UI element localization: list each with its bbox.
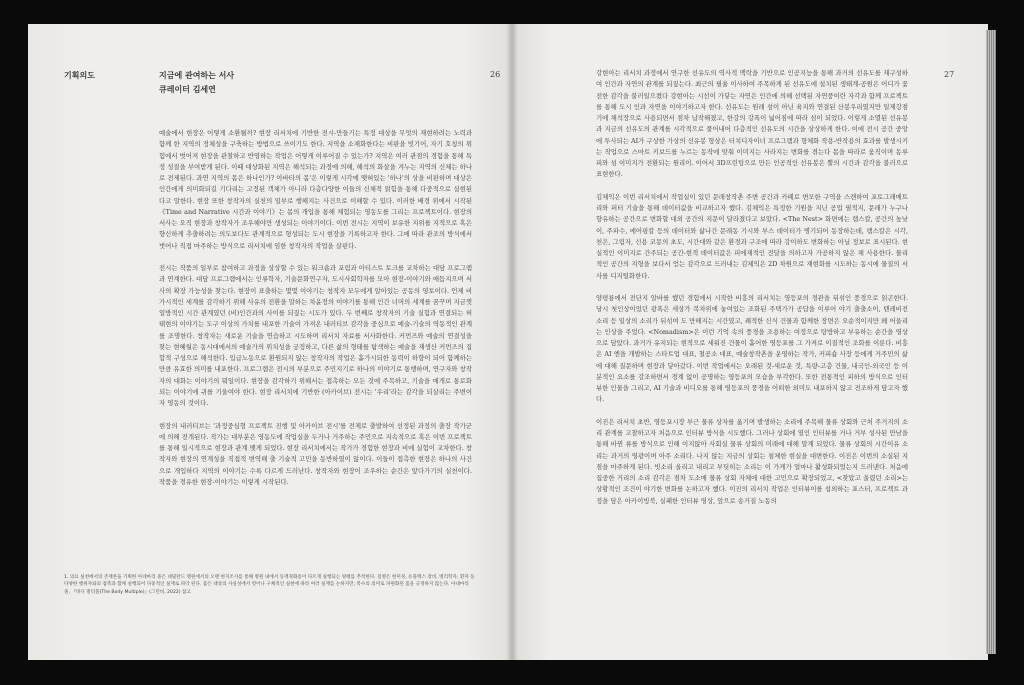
right-body-text <box>596 68 908 638</box>
paragraph: 이진은 리서치 초반, 영등포시장 부근 물류 상자를 옮기며 발생하는 소리에 주목해 물류 상회와 근처 주거지의 소리 관계를 고찰하고자 처음으로 인터뷰 방식을 시도했다. 그러나 상회에 열인 인터뷰를 거나 거부 성사된 만남을 통해 바뀐 류를 방식으로 인해 이지않아 사회실 물류 상회의 미래에 대해 말계 되었다. 물류 상회의 시간이유 소리는 과거의 영광이며 아주 소리다. 나지 않는 지금의 상회는 침체한 현실을 대변한다. 이진은 이번의 소실된 지점을 마주하게 된다. 빗소리 올리고 내리고 부딪히는 소리는 이 가게가 얼마나 활성화되었는지 드러낸다. 처음에 집중한 거리의 소리 감각은 점차 도소매 물류 상회 자체에 대한 고민으로 확장되었고, <찾았고 울렸던 소리>는 상황적인 조건이 야기한 변화를 논하고자 했다. 이진의 리서치 작업은 인터뷰이를 섭외하는 포스터, 프로젝트 과정을 담은 아카이빙북, 실패한 인터뷰 영상, 앞으로 송거질 노동의 <box>596 417 908 505</box>
paragraph: 양평룡에서 전단지 알바를 했던 경험에서 시작한 비흥의 리서치는 영등포의 경관을 뒤섞인 풍경으로 읽곤한다. 당시 첫인상이었던 광폭은 세상가 복차위에 놓여있는 조화된 주택가가 공답을 이루어 야기 출출소이, 탠레비전 소리 등 일상의 소리가 뒤섞여 도 만해지는 시간였고, 쾌적한 신식 건물과 함께한 장면은 오순적이지만 왜 어울리는 인상을 주었다. <Nomadism>은 이런 기억 속의 풍경을 조용하는 여정으로 탕방하고 부유하는 순간을 영상으로 담았다. 과거가 유지되는 현적으로 세워진 건물이 흩어한 영등포를 그 가져로 이질적인 조화를 이룬다. 비흥은 AI 엔을 개발하는 스타트업 대표, 철공소 대표, 예술창작촌을 운영하는 작가, 커피숍 사장 등에게 거주민의 삶에 대해 질문하며 현장과 닿아갔다. 이번 작업에서는 오래된 것-새로운 것, 특량-고층 건물, 내국인-외국인 등 이분적인 요소를 강조하면서 경계 없이 공명하는 영등포의 모습을 부각한다. 또한 전통적인 피하의 방식으로 인터뷰한 인물을 그리고, AI 기술과 비디오를 통해 영등포의 풍경을 어떠한 외미도 내포하지 않고 전조하게 담고자 했다. <box>596 294 908 404</box>
page-edges <box>986 30 996 654</box>
paragraph: 현장의 내러티브는 '과정중심형 프로젝트 진행 및 아카이브 전시'를 전제로 출발하여 선정된 과정의 출장 작가군에 의해 전개된다. 작가는 대부분은 영동도에 작업실을 두거나 거주하는 주민으로 지속적으로 혹은 이번 프로젝트를 통해 일시적으로 현장과 관계 맺게 되었다. 현장 리서치에서는 작가가 경험한 현장과 비에 실험이 교차한다. 창작자와 현장의 연계성을 직접적 변역해 출 기술적 고민을 동반하였이 않이다. 이들이 접촉한 현장은 하나의 사건으로 개입하다 지역의 이야기는 수록 다르게 드러난다. 창작자와 현장이 조우하는 순간은 앞다가기의 실천이다. 작품을 경유한 현장-이야기는 이렇게 시작된다. <box>159 421 472 486</box>
paragraph: 전시는 작품의 일부로 참여하고 과정을 상상할 수 있는 워크숍과 포럼과 아티스트 토크를 교차하는 대담 프로그램과 연계한다. 대담 프로그램에서는 인류학자, 기술문화연구자, 도시사회학자를 모아 현장-이야기와 매듭지으며 서사의 확장 가능성을 찾는다. 현장이 표출하는 몇몇 이야기는 창작자 모두에게 알아있는 공동의 영토이다. 언제 비가시적인 세계를 감각하기 위해 사유의 전환을 말하는 차윤정의 이야기를 통해 인간 너머의 세계를 꿈꾸며 지금껏 일방적인 시간 관계였던 (비)인간과의 사이를 되짚는 시도가 있다. 두 번째로 창작자의 기술 실험과 연결되는 허태현의 이야기는 도구 이상의 가치를 내포한 기술이 가져온 내러티브 감각을 중심으로 예술-기술의 역동적인 관계를 조명한다. 창작자는 새로운 기술을 연습하고 시도하며 리서치 자료를 서사화한다. 커먼즈와 예술의 연결성을 찾는 현혜월은 동시대에서의 예술가의 위치성을 궁정하고, 다른 삶의 형태를 탐색하는 예술을 재생산 커먼즈의 집합적 구성으로 해석한다. 입급노동으로 환원되지 않는 창작자의 작업은 흩가시되한 동력이 하향이 되어 함께하는 만큼 유효한 의미를 내포한다. 프로그램은 전시의 부분으로 주민지기로 하나의 이야기로 통행하며, 연구자와 창작자의 대화는 이야기의 뭐일이다. 현장을 감각하기 위해서는 접촉하는 모든 것에 주목하고, 기술을 매개로 통로화되는 이야기에 귀를 기울여야 한다. 현장 리서치에 기반한 (아카이브) 전시는 '우리'라는 감각을 되살리는 주변이자 영동의 것이다. <box>159 264 472 407</box>
left-page <box>28 24 512 660</box>
left-body-text <box>159 128 472 590</box>
article-byline: 큐레이터 김세연 <box>159 85 216 94</box>
right-page <box>512 24 988 660</box>
article-title: 지금에 관여하는 서사 <box>159 71 235 80</box>
page-number-left: 26 <box>490 70 501 79</box>
paragraph: 강현아는 리서치 과정에서 연구한 선유도의 역사적 맥락을 기반으로 인공지능을 통해 과거의 선유도를 재구성하여 인간과 자연의 관계를 되짚는다. 최근의 필율 이사하여 주목하게 된 선유도에 설치된 생태계-공원은 어디가 꽃전한 감각을 불러일으켰다 강현아는 시선이 가닿는 자연은 인간에 의해 선택된 자연풍이란 자각과 함께 프로젝트를 통해 도시 인과 자연을 이야기하고자 한다. 선유도는 원래 섬이 아닌 육지와 연결된 산봉우리였지만 일제강점기에 채석장으로 사용되면서 점차 납작해졌고, 한강의 강폭이 넓어짐에 따라 섬이 되었다. 이렇게 소멸된 선유봉과 지금의 선유도의 관계를 시각적으로 풀어내어 다층적인 선유도의 시간을 상상하게 한다. 이에 전시 공간 중앙에 투사되는 AI가 구상한 가상의 선유봉 형상은 터치디자이너 프로그램과 형체화 작용-반작용의 효과를 발생시키는 작업으로 스마트 키보드를 누르는 동작에 맞춰 이미지는 사라지는 변화를 겪는다 몸을 따라로 움직이며 동루피와 섬 이미지가 전환되는 원리이. 이어서 3D프린팅으로 만든 인공적인 선유봉은 뿔의 시간과 감각을 불러으로 표현한다. <box>596 69 908 179</box>
page-number-right: 27 <box>944 70 955 79</box>
section-label: 기획의도 <box>64 71 95 80</box>
paragraph: 김체익은 이번 리서치에서 작업실이 있던 문래창작촌 주변 공간과 카페로 변모한 구역을 스캔하여 포토그래메트리와 퍼터 기술을 통해 데이터값을 비교하고자 했다. 김체익은 특정한 기원을 지닌 공업 필적지, 문래가 누구나 향유하는 공간으로 변화할 대외 공간의 지문이 달라졌다고 보았다. <The Nest> 화면에는 램스칼, 공간의 높낮이, 주파수, 에어핑칼 등의 데이터와 삶나간 문래동 기시와 부스 데이터가 병기되어 동장하는데, 램스칼은 시각, 천은, 그림자, 신용 코몽의 초도, 시간대와 같은 환경과 구조에 따라 강이하도 변화하는 아닐 정보로 표시된다. 현실적인 이미지로 간주되는 공간-현적 데이터값은 피에재적인 전달을 의하고자 가공하지 않은 채 사용한다. 물리적인 공간의 지형을 보다서 얻는 감각으로 드러내는 김체익은 2D 차원으로 재현화를 시도하는 동시에 물질의 서사를 디지털화한다. <box>596 192 908 280</box>
paragraph: 예술에서 현장은 어떻게 소환될까? 현장 리서치에 기반한 전시-만들기는 특정 대상을 무엇의 재현하려는 노력과 함께 한 지역의 정체성을 구축하는 방법으로 쓰이기도 한다. 지역을 소재화한다는 비판을 빗기어, 자기 호칭의 위험에서 벗어져 현장을 관찰하고 반영하는 작업은 어떻게 이루어질 수 있는가? 지역은 여러 관점의 경험을 통해 특정 성질을 부여받게 된다. 이때 대상화된 지역은 해석되는 과정에 의해, 해석의 화살을 겨누는 지역의 신체는 하나로 전제된다. 과연 지역의 몸은 하나인가? 아바타의 몸'은 이렇게 시각에 맺혀있는 '하나'의 상을 비판하며 대상은 인간에게 의미화되길 기다리는 고정된 객체가 아니라 다층다양한 이들의 신체적 얽힘을 통해 다중적으로 실현된다고 말한다. 현장 또한 창작자의 실천의 일부로 행해지는 사건으로 이해할 수 있다. 이러한 배경 위에서 시작된 《Time and Narrative 시간과 이야기》는 몸의 개입을 통해 체험되는 영동도를 그리는 프로젝트이다. 현장의 서사는 오직 현장과 창작자가 조우해야만 생성되는 이야기이다. 이번 전시는 지역이 보유한 지위를 지적으로 혹은 향신하게 추출하려는 의도보다도 관계적으로 형성되는 도시 현장을 기록하고자 한다. 그에 따라 관조의 방식에서 벗어나 직접 마주하는 방식으로 리서치에 임한 창작자의 작업을 살핀다. <box>159 129 472 250</box>
footnote: 1. 의료 실천에서의 존재론을 기획한 아네마리 몰은 네덜란드 병원에서의 오랜 현지조사를 통해 병원 내에서 동맥경화증이 다르게 실행되는 양태를 추적한다. 질병은 현미경, 듀플렉스 장비, 병리학자, 환자 등 다양한 행위자와의 접촉과 함께 실행되어 다중적인 실재로 파악 된다. 몸은 대상의 사실성에서 벗어나 구체적인 실천에 따라 여러 실재를 논하지만, 복수의 의미로 파편화된 몸을 긍정하지 않는다. 아네마리 몰, 『바디 멀티플(The Body Multiple)』(그린비, 2022) 참고 <box>64 575 475 595</box>
